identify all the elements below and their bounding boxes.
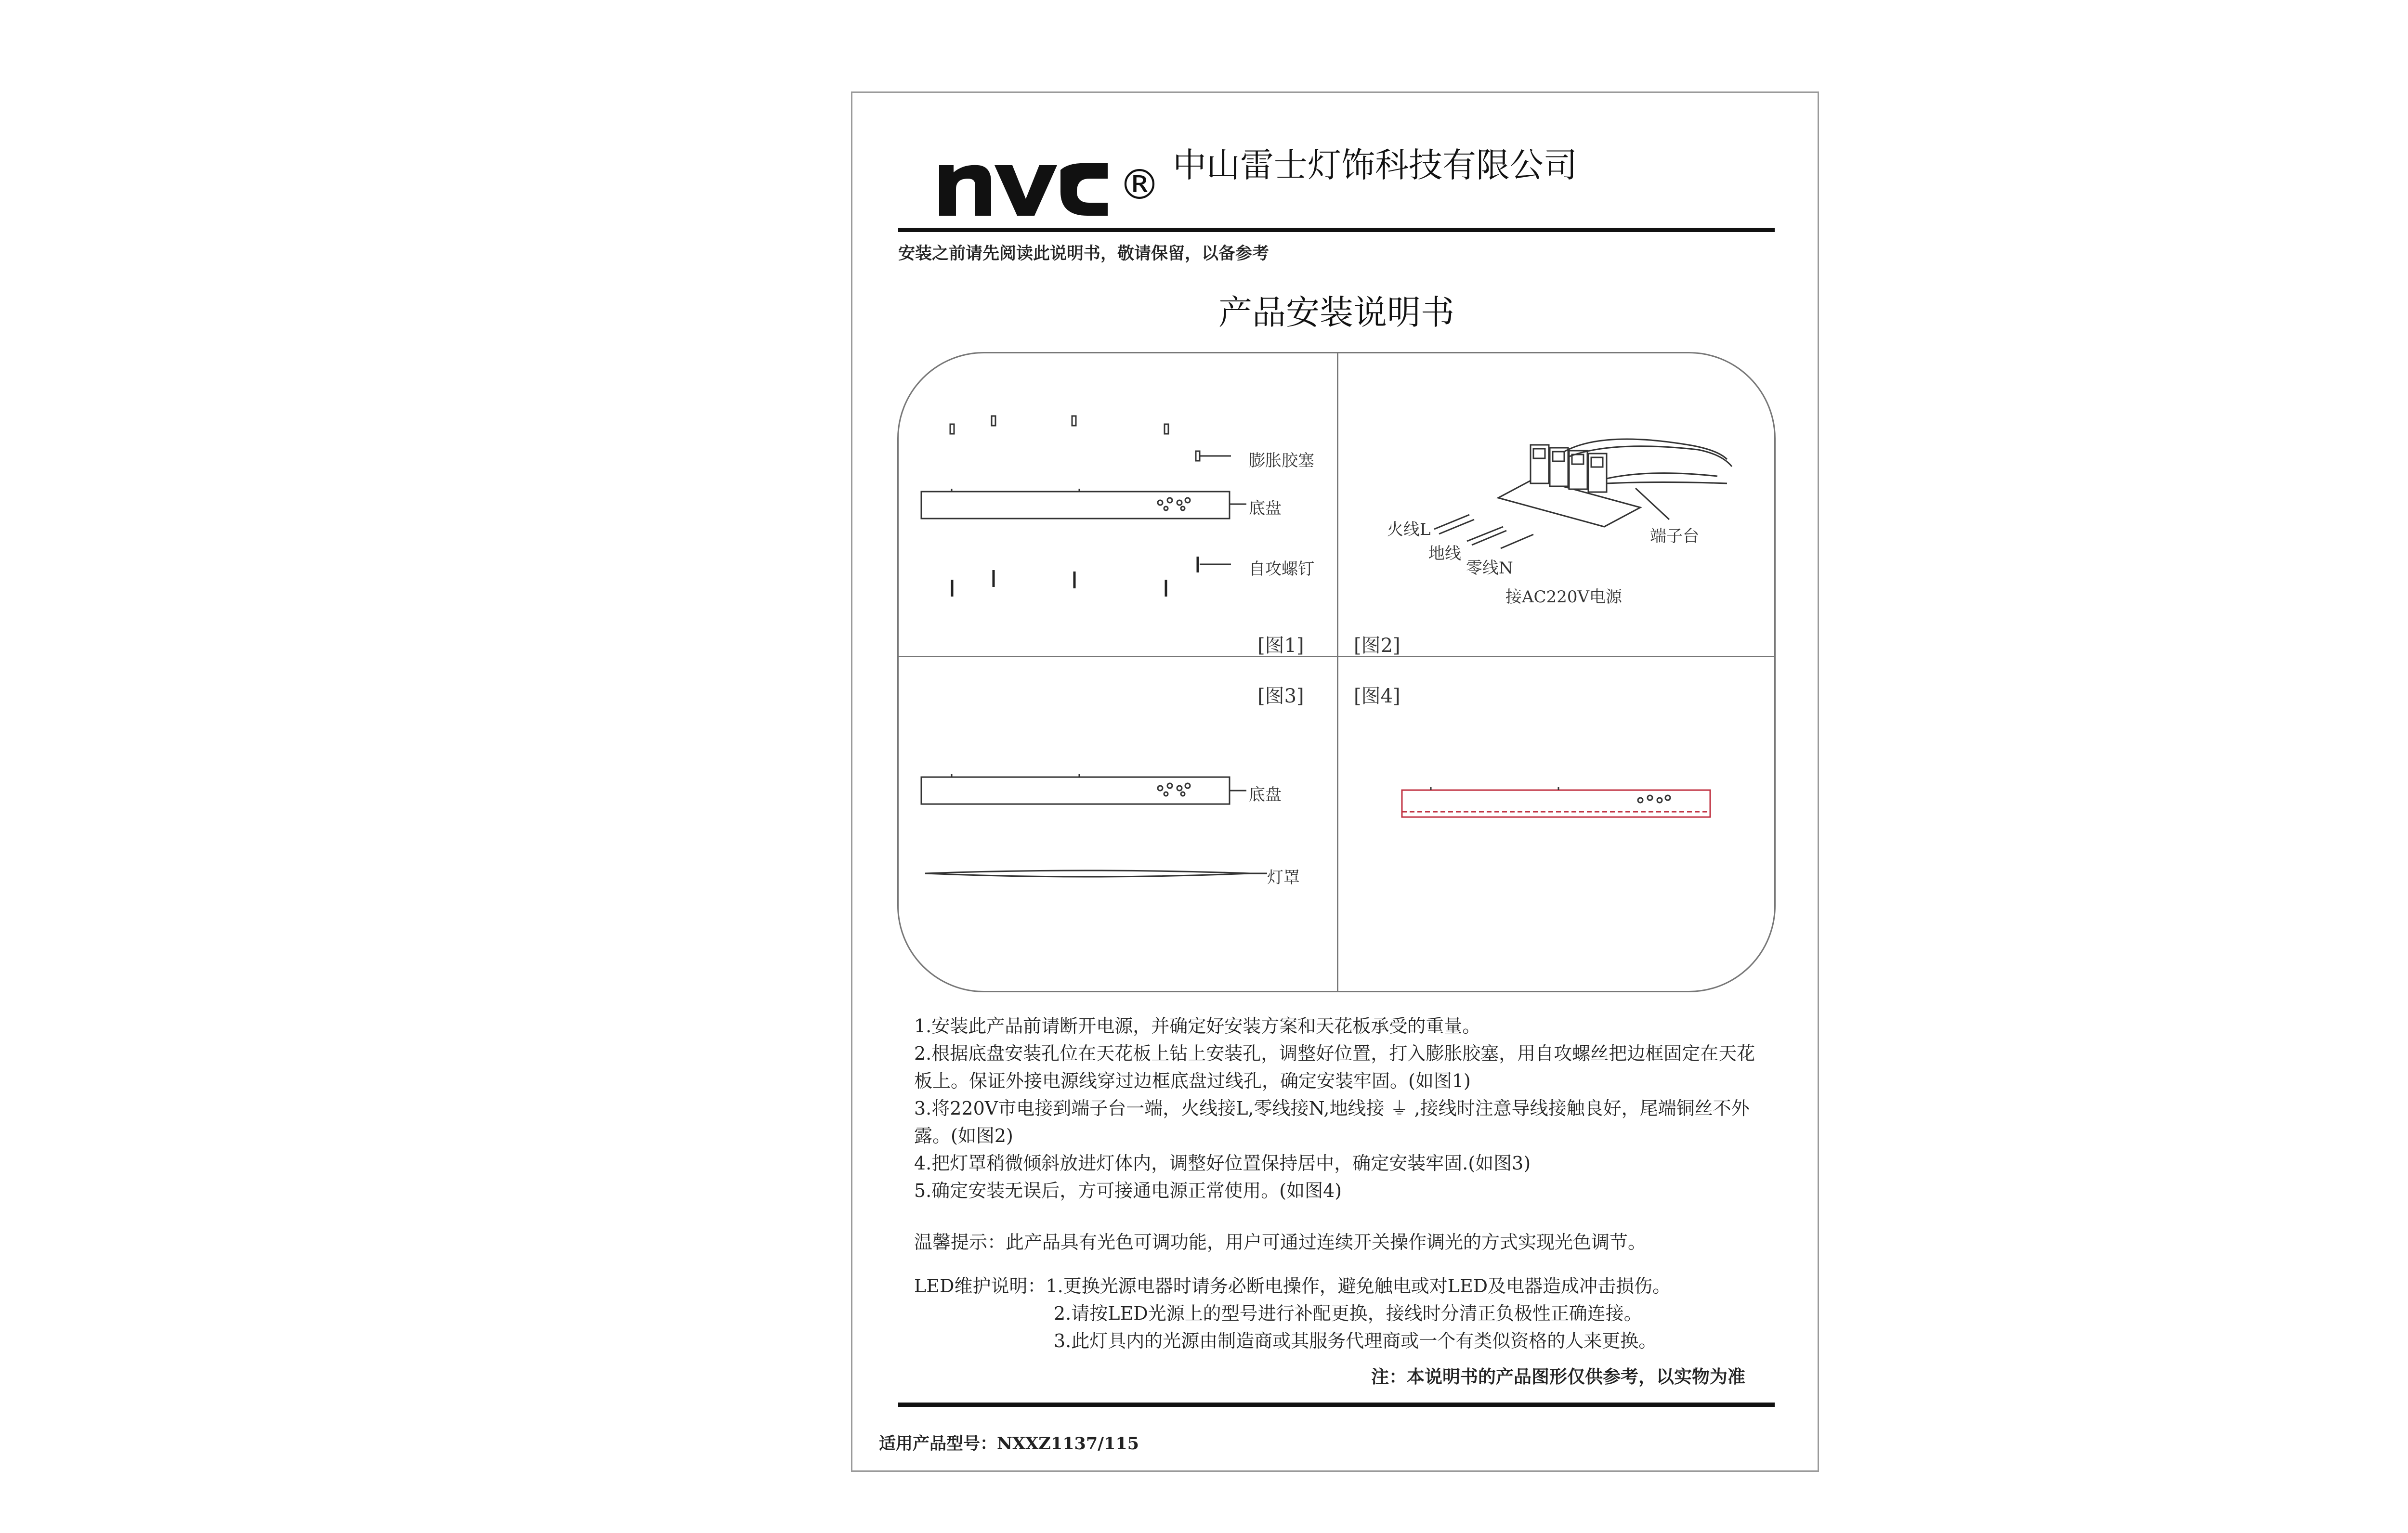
assembled-fixture — [1402, 787, 1710, 817]
registered-mark: ® — [1119, 161, 1160, 209]
label-base-plate-1: 底盘 — [1249, 499, 1282, 518]
label-expansion-anchor: 膨胀胶塞 — [1249, 451, 1314, 470]
footer-rule — [898, 1403, 1775, 1407]
label-base-plate-3: 底盘 — [1249, 785, 1282, 805]
fig3-caption: [图3] — [1257, 685, 1304, 707]
label-neutral-wire: 零线N — [1466, 559, 1513, 578]
reference-note: 注：本说明书的产品图形仅供参考，以实物为准 — [1371, 1366, 1745, 1387]
warm-tip: 温馨提示：此产品具有光色可调功能，用户可通过连续开关操作调光的方式实现光色调节。 — [914, 1232, 1647, 1253]
installation-steps — [914, 1013, 1762, 1205]
step-item: 4.把灯罩稍微倾斜放进灯体内，调整好位置保持居中，确定安装牢固.(如图3) — [914, 1153, 1531, 1174]
applicable-model: 适用产品型号：NXXZ1137/115 — [879, 1434, 1139, 1454]
step-item: 5.确定安装无误后，方可接通电源正常使用。(如图4) — [914, 1180, 1342, 1201]
document-title: 产品安装说明书 — [1218, 293, 1454, 332]
step-item: 3.将220V市电接到端子台一端，火线接L,零线接N,地线接 ⏚ ,接线时注意导线接触良好，尾端铜丝不外露。(如图2) — [914, 1098, 1750, 1146]
lamp-shade — [925, 870, 1267, 877]
manual-page — [851, 91, 1819, 1472]
figure-drawings — [899, 353, 1776, 992]
step-item: 2.根据底盘安装孔位在天花板上钻上安装孔，调整好位置，打入膨胀胶塞，用自攻螺丝把边框固定在天花板上。保证外接电源线穿过边框底盘过线孔，确定安装牢固。(如图1) — [914, 1043, 1755, 1091]
header-rule — [898, 228, 1775, 232]
maintenance-item: 3.此灯具内的光源由制造商或其服务代理商或一个有类似资格的人来更换。 — [1054, 1330, 1657, 1351]
nvc-logo — [934, 151, 1112, 218]
label-live-wire: 火线L — [1387, 520, 1431, 539]
maintenance-item: 1.更换光源电器时请务必断电操作，避免触电或对LED及电器造成冲击损伤。 — [1046, 1275, 1671, 1297]
company-name: 中山雷士灯饰科技有限公司 — [1173, 145, 1577, 185]
step-item: 1.安装此产品前请断开电源，并确定好安装方案和天花板承受的重量。 — [914, 1015, 1481, 1037]
fig4-caption: [图4] — [1354, 685, 1400, 707]
fig2-caption: [图2] — [1354, 635, 1400, 657]
base-plate-fig1 — [921, 489, 1246, 519]
self-tapping-screws — [952, 557, 1198, 597]
label-terminal-block: 端子台 — [1650, 527, 1699, 546]
led-maintenance — [914, 1273, 1671, 1355]
figure-panel — [897, 352, 1776, 992]
fig1-caption: [图1] — [1257, 635, 1304, 657]
maintenance-item: 2.请按LED光源上的型号进行补配更换，接线时分清正负极性正确连接。 — [1054, 1303, 1642, 1324]
label-lamp-shade: 灯罩 — [1267, 868, 1300, 887]
read-before-install-notice: 安装之前请先阅读此说明书，敬请保留，以备参考 — [898, 244, 1269, 263]
maintenance-label: LED维护说明： — [914, 1275, 1046, 1297]
label-ac220v-power: 接AC220V电源 — [1505, 587, 1623, 607]
expansion-anchors — [950, 416, 1231, 461]
base-plate-fig3 — [921, 774, 1246, 804]
label-ground-wire: 地线 — [1428, 544, 1461, 563]
label-screw: 自攻螺钉 — [1249, 559, 1314, 579]
